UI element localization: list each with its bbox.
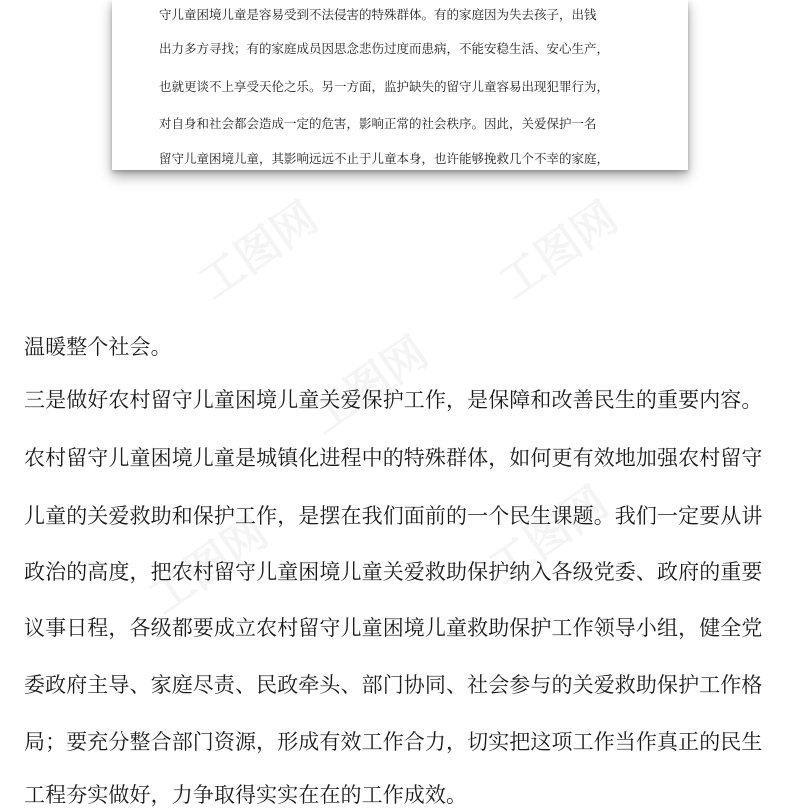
paragraph-line: 委政府主导、家庭尽责、民政牵头、部门协同、社会参与的关爱救助保护工作格 <box>24 673 763 697</box>
excerpt-line: 留守儿童困境儿童，其影响远远不止于儿童本身，也许能够挽救几个不幸的家庭， <box>159 151 610 166</box>
excerpt-card <box>112 0 688 170</box>
excerpt-line: 也就更谈不上享受天伦之乐。另一方面，监护缺失的留守儿童容易出现犯罪行为， <box>159 79 610 94</box>
excerpt-line: 对自身和社会都会造成一定的危害，影响正常的社会秩序。因此，关爱保护一名 <box>159 116 597 131</box>
paragraph-line: 温暖整个社会。 <box>24 335 172 359</box>
paragraph-line: 三是做好农村留守儿童困境儿童关爱保护工作，是保障和改善民生的重要内容。 <box>24 388 763 412</box>
watermark <box>484 183 629 311</box>
excerpt-line: 守儿童困境儿童是容易受到不法侵害的特殊群体。有的家庭因为失去孩子，出钱 <box>159 7 597 22</box>
paragraph-line: 工程夯实做好，力争取得实实在在的工作成效。 <box>24 783 468 807</box>
watermark <box>294 318 439 446</box>
paragraph-line: 议事日程，各级都要成立农村留守儿童困境儿童救助保护工作领导小组，健全党 <box>24 616 763 640</box>
excerpt-line: 出力多方寻找；有的家庭成员因思念悲伤过度而患病，不能安稳生活、安心生产， <box>159 41 610 56</box>
watermark <box>184 183 329 311</box>
paragraph-line: 儿童的关爱救助和保护工作，是摆在我们面前的一个民生课题。我们一定要从讲 <box>24 504 763 528</box>
paragraph-line: 政治的高度，把农村留守儿童困境儿童关爱救助保护纳入各级党委、政府的重要 <box>24 560 763 584</box>
paragraph-line: 农村留守儿童困境儿童是城镇化进程中的特殊群体，如何更有效地加强农村留守 <box>24 446 763 470</box>
paragraph-line: 局；要充分整合部门资源，形成有效工作合力，切实把这项工作当作真正的民生 <box>24 730 763 754</box>
